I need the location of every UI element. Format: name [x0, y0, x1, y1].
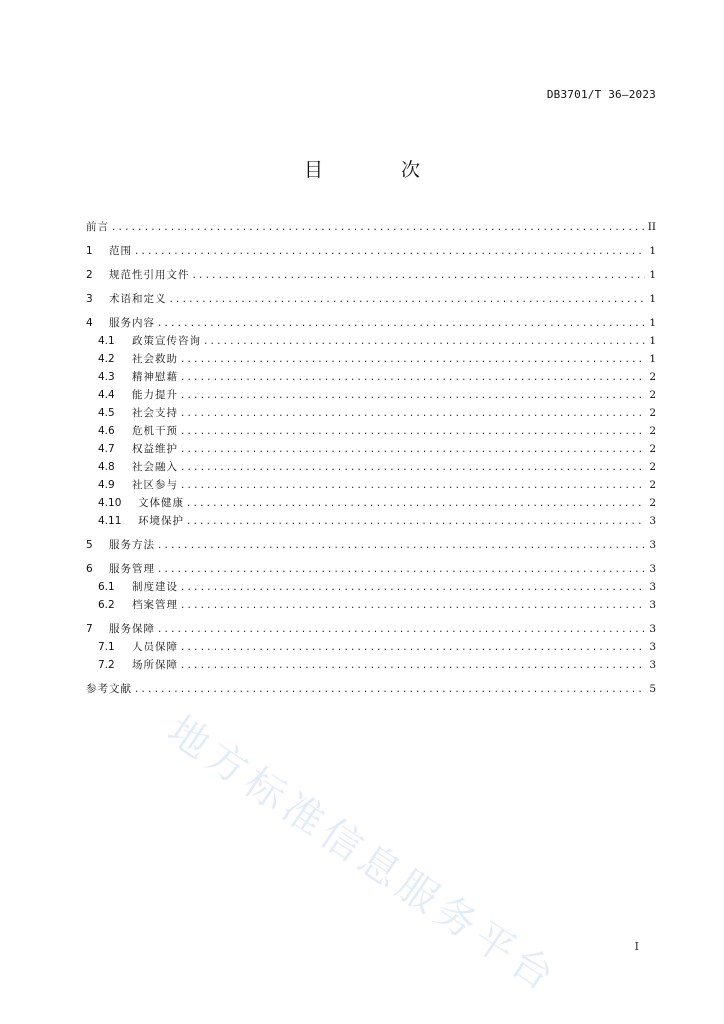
toc-entry-label: 服务管理: [109, 563, 155, 575]
toc-entry-page: 1: [649, 245, 656, 257]
toc-entry-number: 4.11: [98, 515, 122, 527]
toc-entry-label: 术语和定义: [109, 293, 167, 305]
toc-entry-number: 6.1: [98, 581, 115, 593]
toc-entry-page: 3: [649, 515, 656, 527]
toc-entry-label: 人员保障: [132, 641, 178, 653]
toc-entry-page: 1: [649, 293, 656, 305]
toc-entry-label: 政策宣传咨询: [132, 335, 201, 347]
toc-leader-dots: [181, 578, 645, 596]
toc-entry-label: 社会救助: [132, 353, 178, 365]
toc-entry-page: 2: [649, 443, 656, 455]
toc-entry-label: 前言: [86, 221, 109, 233]
toc-entry-number: 1: [86, 245, 93, 257]
toc-entry-number: 4: [86, 317, 93, 329]
toc-entry-number: 5: [86, 539, 93, 551]
toc-entry[interactable]: [86, 476, 656, 494]
toc-entry[interactable]: [86, 656, 656, 674]
toc-entry[interactable]: [86, 266, 656, 284]
toc-leader-dots: [181, 440, 645, 458]
toc-entry-page: 1: [649, 269, 656, 281]
table-of-contents: [86, 218, 656, 698]
document-code: DB3701/T 36—2023: [546, 88, 656, 101]
watermark: 地方标准信息服务平台: [159, 707, 567, 1003]
toc-entry-number: 4.7: [98, 443, 115, 455]
toc-leader-dots: [181, 386, 645, 404]
toc-leader-dots: [181, 350, 645, 368]
toc-leader-dots: [193, 266, 646, 284]
toc-entry-number: 4.9: [98, 479, 115, 491]
toc-entry-label: 危机干预: [132, 425, 178, 437]
toc-entry-page: II: [647, 221, 656, 233]
toc-leader-dots: [181, 422, 645, 440]
toc-entry-number: 6: [86, 563, 93, 575]
toc-entry-page: 1: [649, 335, 656, 347]
toc-leader-dots: [112, 218, 645, 236]
toc-entry[interactable]: [86, 404, 656, 422]
toc-entry-label: 服务方法: [109, 539, 155, 551]
toc-entry[interactable]: [86, 290, 656, 308]
toc-entry-label: 文体健康: [138, 497, 184, 509]
toc-entry-number: 7.1: [98, 641, 115, 653]
toc-leader-dots: [158, 536, 645, 554]
toc-entry-number: 4.3: [98, 371, 115, 383]
toc-entry-label: 社会支持: [132, 407, 178, 419]
toc-entry-page: 2: [649, 407, 656, 419]
toc-entry-label: 规范性引用文件: [109, 269, 190, 281]
toc-leader-dots: [158, 620, 645, 638]
toc-entry-label: 制度建设: [132, 581, 178, 593]
toc-entry[interactable]: [86, 536, 656, 554]
toc-entry-number: 4.6: [98, 425, 115, 437]
toc-entry-page: 2: [649, 497, 656, 509]
toc-leader-dots: [158, 314, 645, 332]
toc-entry-page: 3: [649, 539, 656, 551]
toc-entry-number: 4.1: [98, 335, 115, 347]
toc-entry[interactable]: [86, 242, 656, 260]
toc-entry-page: 2: [649, 425, 656, 437]
page-number: I: [634, 940, 639, 953]
toc-leader-dots: [181, 638, 645, 656]
toc-entry-page: 1: [649, 317, 656, 329]
toc-entry-page: 5: [649, 683, 656, 695]
toc-leader-dots: [181, 656, 645, 674]
toc-entry[interactable]: [86, 368, 656, 386]
toc-entry[interactable]: [86, 218, 656, 236]
toc-entry[interactable]: [86, 422, 656, 440]
toc-entry-label: 权益维护: [132, 443, 178, 455]
toc-entry-number: 4.5: [98, 407, 115, 419]
toc-entry[interactable]: [86, 350, 656, 368]
toc-leader-dots: [187, 494, 645, 512]
toc-entry-page: 2: [649, 371, 656, 383]
toc-leader-dots: [181, 458, 645, 476]
toc-leader-dots: [170, 290, 646, 308]
toc-entry-label: 参考文献: [86, 683, 132, 695]
toc-leader-dots: [181, 476, 645, 494]
toc-leader-dots: [187, 512, 645, 530]
toc-entry[interactable]: [86, 680, 656, 698]
toc-entry-page: 3: [649, 599, 656, 611]
toc-entry[interactable]: [86, 332, 656, 350]
toc-entry[interactable]: [86, 596, 656, 614]
toc-entry-page: 2: [649, 479, 656, 491]
toc-leader-dots: [158, 560, 645, 578]
toc-entry[interactable]: [86, 494, 656, 512]
toc-entry-number: 4.10: [98, 497, 122, 509]
toc-entry[interactable]: [86, 440, 656, 458]
toc-entry-page: 3: [649, 641, 656, 653]
toc-entry[interactable]: [86, 314, 656, 332]
toc-entry-label: 范围: [109, 245, 132, 257]
toc-entry-label: 场所保障: [132, 659, 178, 671]
toc-entry[interactable]: [86, 458, 656, 476]
toc-entry-number: 2: [86, 269, 93, 281]
toc-entry-label: 精神慰藉: [132, 371, 178, 383]
toc-entry-label: 服务内容: [109, 317, 155, 329]
toc-leader-dots: [135, 242, 645, 260]
toc-entry-page: 3: [649, 563, 656, 575]
toc-entry-label: 档案管理: [132, 599, 178, 611]
toc-leader-dots: [181, 404, 645, 422]
toc-entry-label: 社会融入: [132, 461, 178, 473]
toc-entry-number: 4.4: [98, 389, 115, 401]
toc-entry[interactable]: [86, 386, 656, 404]
toc-entry-page: 3: [649, 623, 656, 635]
toc-entry-number: 7: [86, 623, 93, 635]
toc-entry-page: 3: [649, 659, 656, 671]
toc-entry-number: 7.2: [98, 659, 115, 671]
toc-entry-label: 服务保障: [109, 623, 155, 635]
toc-leader-dots: [135, 680, 645, 698]
toc-entry[interactable]: [86, 620, 656, 638]
toc-leader-dots: [181, 596, 645, 614]
toc-entry-number: 6.2: [98, 599, 115, 611]
toc-entry[interactable]: [86, 638, 656, 656]
toc-entry-number: 4.8: [98, 461, 115, 473]
toc-entry[interactable]: [86, 512, 656, 530]
toc-entry[interactable]: [86, 560, 656, 578]
toc-entry-page: 2: [649, 461, 656, 473]
toc-entry-label: 能力提升: [132, 389, 178, 401]
toc-leader-dots: [181, 368, 645, 386]
toc-entry-page: 3: [649, 581, 656, 593]
toc-entry-page: 2: [649, 389, 656, 401]
toc-entry-number: 4.2: [98, 353, 115, 365]
toc-entry[interactable]: [86, 578, 656, 596]
toc-leader-dots: [204, 332, 645, 350]
toc-entry-number: 3: [86, 293, 93, 305]
toc-entry-label: 社区参与: [132, 479, 178, 491]
toc-entry-page: 1: [649, 353, 656, 365]
toc-entry-label: 环境保护: [138, 515, 184, 527]
page-title: 目 次: [303, 159, 457, 181]
